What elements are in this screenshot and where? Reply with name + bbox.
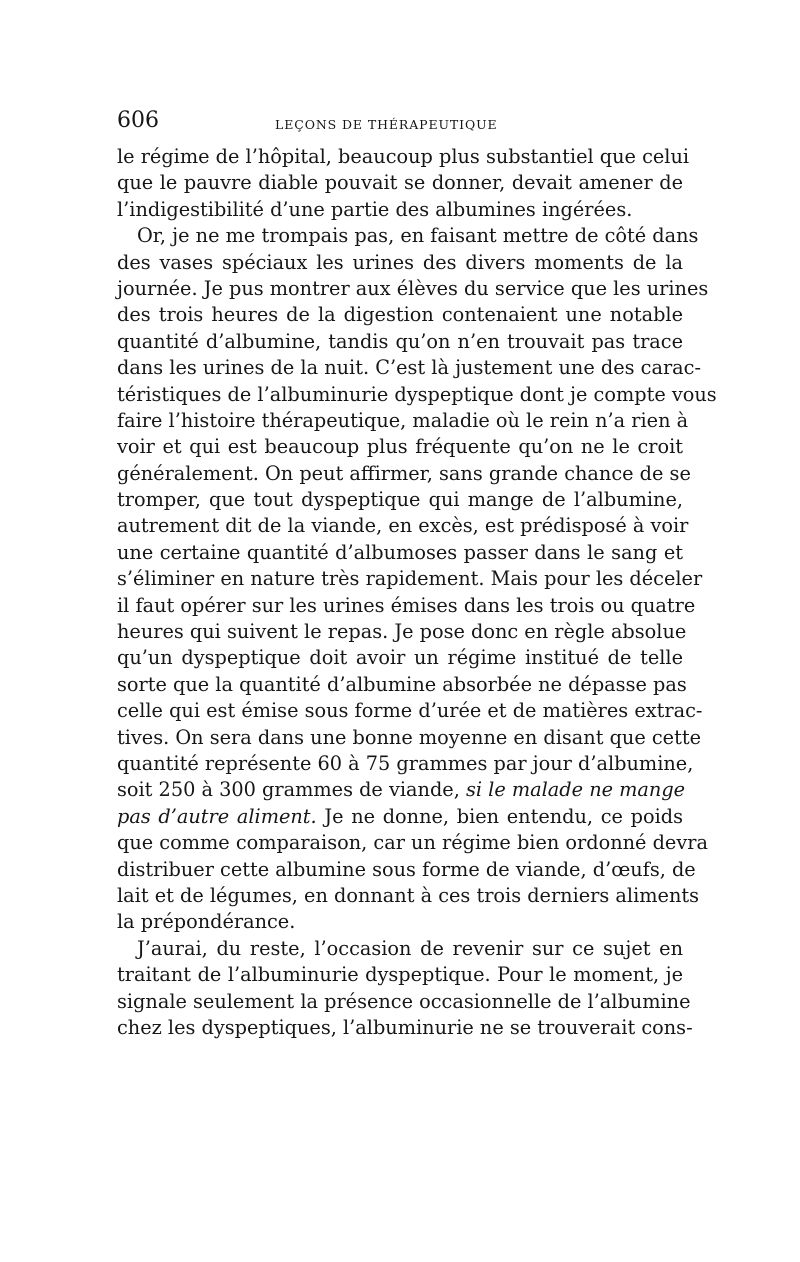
body-text (117, 144, 717, 1041)
line-segment: Je ne donne, bien entendu, ce poids (324, 804, 683, 828)
text-line: dans les urines de la nuit. C’est là justement une des carac- (117, 356, 701, 380)
text-line: quantité représente 60 à 75 grammes par jour d’albumine, (117, 751, 694, 775)
page-header (117, 108, 683, 144)
text-line: tromper, que tout dyspeptique qui mange de l’albumine, (117, 488, 683, 512)
text-line: téristiques de l’albuminurie dyspeptique dont je compte vous (117, 382, 717, 406)
text-line: autrement dit de la viande, en excès, est prédisposé à voir (117, 514, 689, 538)
book-page (117, 108, 717, 1041)
text-line: tives. On sera dans une bonne moyenne en disant que cette (117, 725, 701, 749)
running-title: LEÇONS DE THÉRAPEUTIQUE (275, 117, 498, 132)
text-line: une certaine quantité d’albumoses passer dans le sang et (117, 540, 683, 564)
text-line: il faut opérer sur les urines émises dans les trois ou quatre (117, 593, 696, 617)
text-line: journée. Je pus montrer aux élèves du service que les urines (117, 276, 709, 300)
text-line: sorte que la quantité d’albumine absorbée ne dépasse pas (117, 672, 687, 696)
text-line: quantité d’albumine, tandis qu’on n’en trouvait pas trace (117, 329, 683, 353)
italic-phrase: pas d’autre aliment. (117, 804, 317, 828)
text-line: le régime de l’hôpital, beaucoup plus substantiel que celui (117, 145, 690, 168)
text-line: faire l’histoire thérapeutique, maladie où le rein n’a rien à (117, 408, 689, 432)
text-line: que le pauvre diable pouvait se donner, devait amener de (117, 171, 683, 195)
italic-phrase: si le malade ne mange (465, 778, 686, 802)
text-line: l’indigestibilité d’une partie des albumines ingérées. (117, 197, 633, 221)
text-line: celle qui est émise sous forme d’urée et de matières extrac- (117, 699, 703, 723)
text-line (117, 804, 683, 830)
text-line: distribuer cette albumine sous forme de viande, d’œufs, de (117, 857, 696, 881)
paragraph-start-line: J’aurai, du reste, l’occasion de revenir sur ce sujet en (137, 936, 683, 960)
page-number: 606 (117, 108, 159, 133)
text-line: des trois heures de la digestion contenaient une notable (117, 303, 683, 327)
text-line: que comme comparaison, car un régime bien ordonné devra (117, 831, 708, 855)
text-line: heures qui suivent le repas. Je pose donc en règle absolue (117, 620, 687, 644)
text-line: signale seulement la présence occasionnelle de l’albumine (117, 989, 691, 1013)
text-line: lait et de légumes, en donnant à ces trois derniers aliments (117, 883, 700, 907)
text-line: qu’un dyspeptique doit avoir un régime institué de telle (117, 646, 683, 670)
text-line: traitant de l’albuminurie dyspeptique. Pour le moment, je (117, 963, 683, 987)
text-line (117, 777, 686, 803)
text-line: s’éliminer en nature très rapidement. Mais pour les déceler (117, 567, 703, 591)
text-line: la prépondérance. (117, 910, 296, 934)
paragraph-start-line: Or, je ne me trompais pas, en faisant mettre de côté dans (137, 224, 699, 248)
text-line: chez les dyspeptiques, l’albuminurie ne se trouverait cons- (117, 1015, 693, 1039)
text-line: voir et qui est beaucoup plus fréquente qu’on ne le croit (117, 435, 683, 459)
line-segment: soit 250 à 300 grammes de viande, (117, 778, 460, 802)
text-line: généralement. On peut affirmer, sans grande chance de se (117, 461, 691, 485)
text-line: des vases spéciaux les urines des divers moments de la (117, 250, 683, 274)
